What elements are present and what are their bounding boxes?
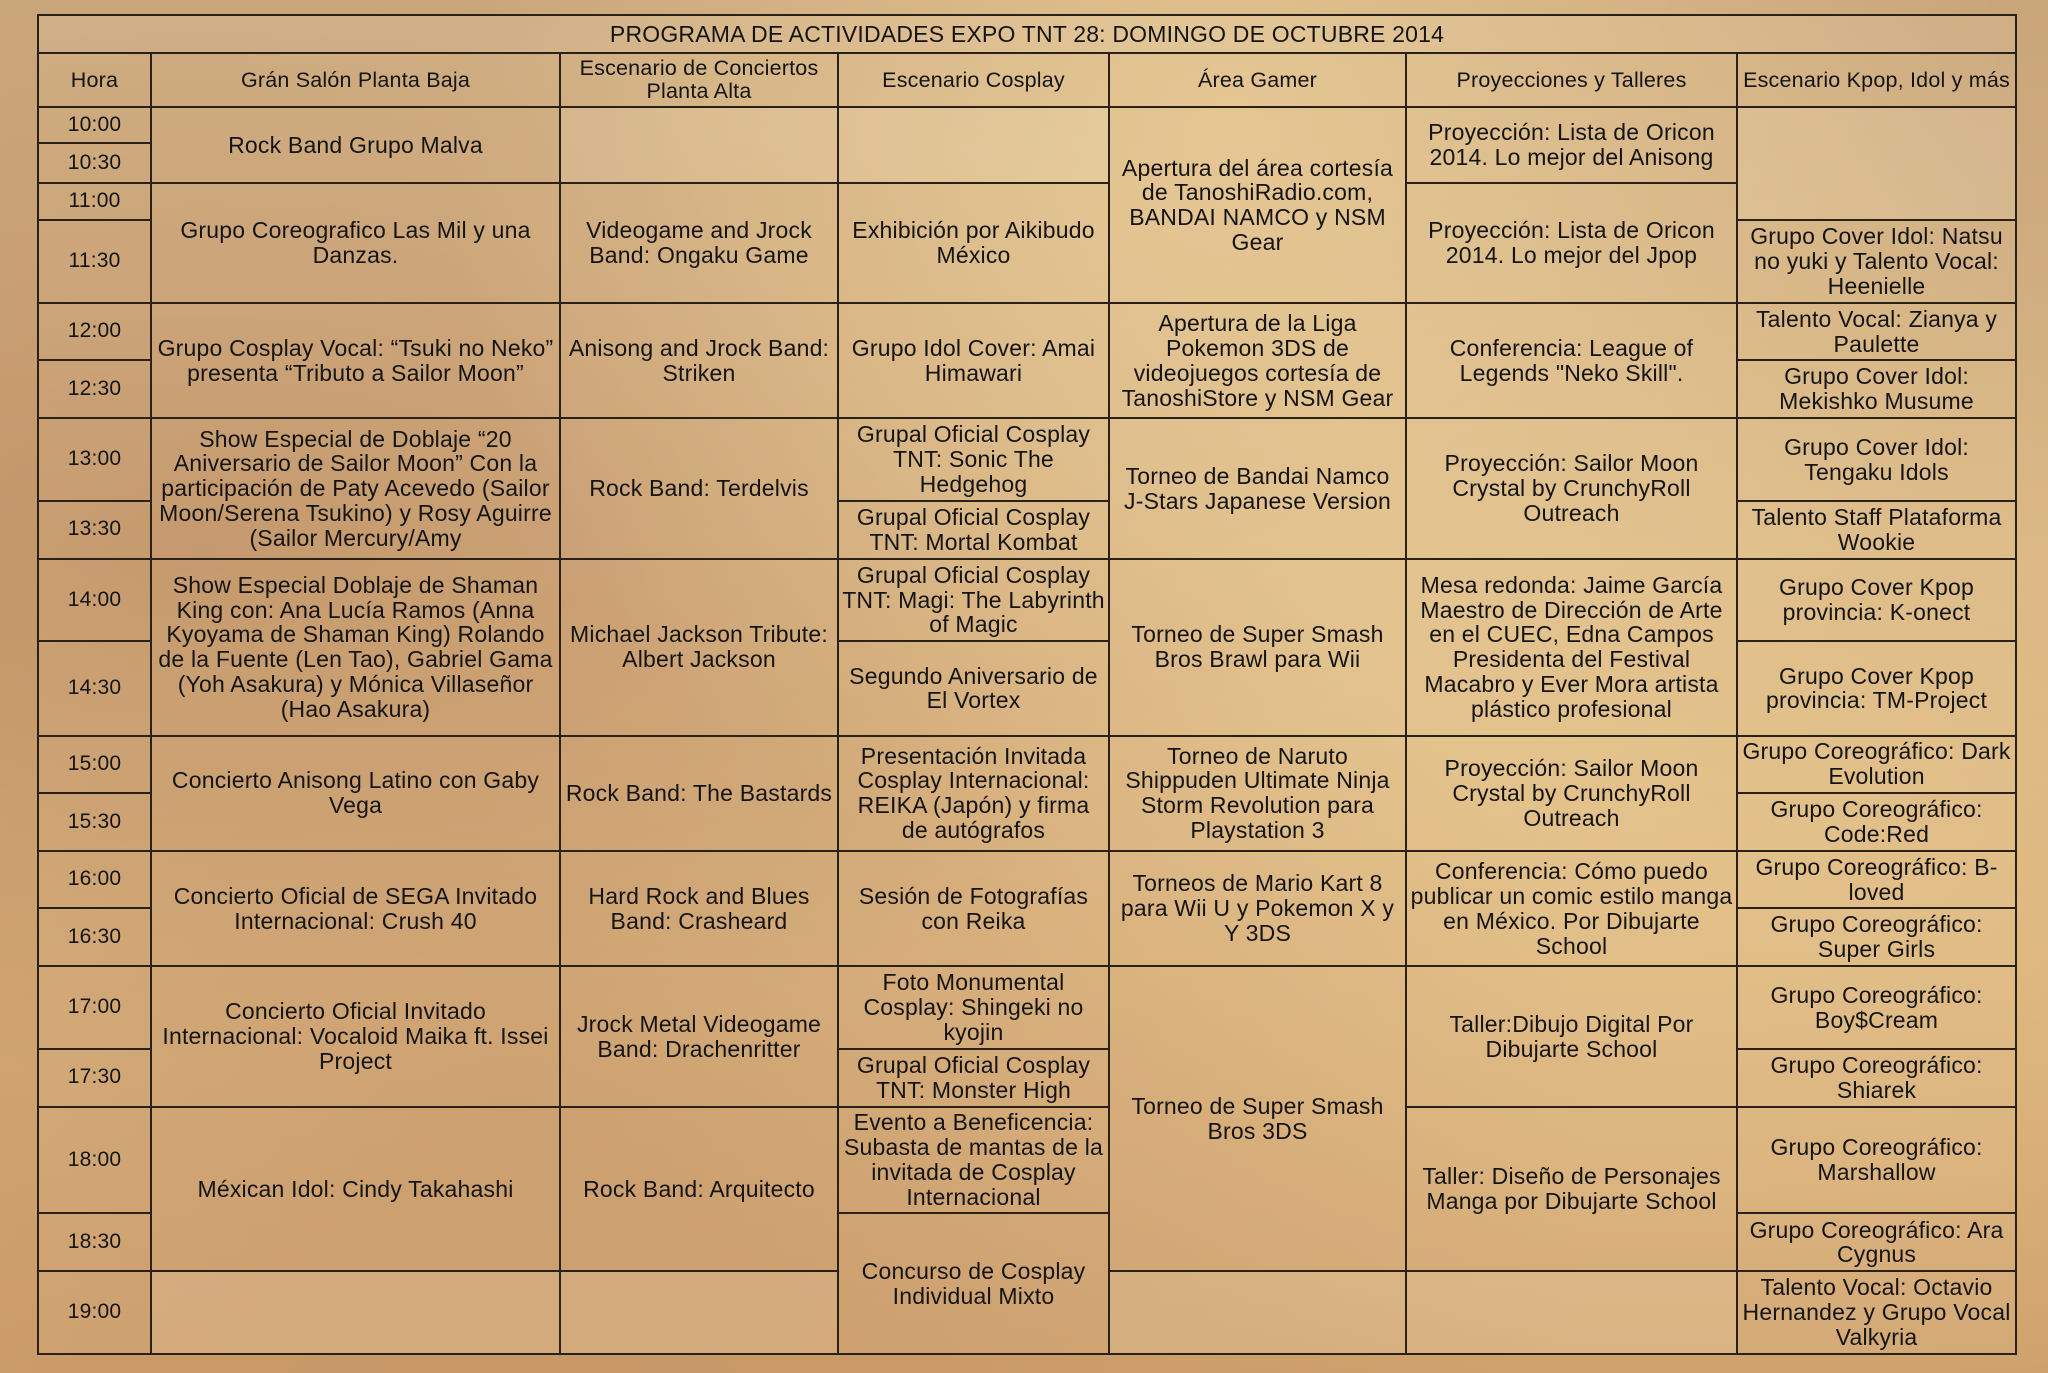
event-cell: Grupo Coreográfico: Ara Cygnus (1737, 1213, 2016, 1271)
event-cell: Foto Monumental Cosplay: Shingeki no kyojin (838, 966, 1109, 1048)
event-cell: Jrock Metal Videogame Band: Drachenritter (560, 966, 838, 1107)
event-cell: Evento a Beneficencia: Subasta de mantas de la invitada de Cosplay Internacional (838, 1107, 1109, 1213)
time-label: 12:00 (38, 303, 151, 360)
event-cell: Videogame and Jrock Band: Ongaku Game (560, 183, 838, 303)
event-cell: Torneos de Mario Kart 8 para Wii U y Pokemon X y Y 3DS (1109, 851, 1406, 966)
event-cell: Hard Rock and Blues Band: Crasheard (560, 851, 838, 966)
event-cell: Apertura de la Liga Pokemon 3DS de videojuegos cortesía de TanoshiStore y NSM Gear (1109, 303, 1406, 418)
event-cell: Grupal Oficial Cosplay TNT: Magi: The Labyrinth of Magic (838, 559, 1109, 641)
empty-cell (1109, 1271, 1406, 1354)
event-cell: Grupo Cover Idol: Mekishko Musume (1737, 360, 2016, 418)
event-cell: Michael Jackson Tribute: Albert Jackson (560, 559, 838, 736)
event-cell: Taller: Diseño de Personajes Manga por Dibujarte School (1406, 1107, 1737, 1272)
event-cell: Rock Band Grupo Malva (151, 107, 560, 182)
time-label: 15:00 (38, 736, 151, 793)
schedule-table (37, 14, 2017, 1355)
event-cell: Conferencia: Cómo puedo publicar un comic estilo manga en México. Por Dibujarte School (1406, 851, 1737, 966)
event-cell: Grupo Coreográfico: Boy$Cream (1737, 966, 2016, 1048)
schedule-title: PROGRAMA DE ACTIVIDADES EXPO TNT 28: DOMINGO DE OCTUBRE 2014 (38, 15, 2016, 53)
event-cell: Grupo Cover Kpop provincia: TM-Project (1737, 641, 2016, 735)
time-label: 10:00 (38, 107, 151, 143)
event-cell: Rock Band: The Bastards (560, 736, 838, 851)
event-cell: Concierto Anisong Latino con Gaby Vega (151, 736, 560, 851)
event-cell: Grupal Oficial Cosplay TNT: Sonic The Hedgehog (838, 418, 1109, 500)
event-cell: Show Especial de Doblaje “20 Aniversario de Sailor Moon” Con la participación de Paty Acevedo (Sailor Moon/Serena Tsukino) y Rosy Aguirre (Sailor Mercury/Amy (151, 418, 560, 559)
event-cell: Talento Vocal: Octavio Hernandez y Grupo Vocal Valkyria (1737, 1271, 2016, 1354)
event-cell: Concierto Oficial Invitado Internacional: Vocaloid Maika ft. Issei Project (151, 966, 560, 1107)
event-cell: Torneo de Super Smash Bros 3DS (1109, 966, 1406, 1271)
event-cell: Grupo Coreográfico: Code:Red (1737, 793, 2016, 851)
event-cell: Grupo Coreográfico: Super Girls (1737, 908, 2016, 966)
time-label: 17:00 (38, 966, 151, 1048)
time-label: 18:30 (38, 1213, 151, 1271)
event-cell: Grupo Coreográfico: Marshallow (1737, 1107, 2016, 1213)
column-header-cosplay: Escenario Cosplay (838, 53, 1109, 107)
event-cell: Presentación Invitada Cosplay Internacional: REIKA (Japón) y firma de autógrafos (838, 736, 1109, 851)
event-cell: Rock Band: Arquitecto (560, 1107, 838, 1272)
event-cell: Proyección: Sailor Moon Crystal by CrunchyRoll Outreach (1406, 418, 1737, 559)
column-header-hora: Hora (38, 53, 151, 107)
column-header-conciertos: Escenario de Conciertos Planta Alta (560, 53, 838, 107)
event-cell: Apertura del área cortesía de TanoshiRadio.com, BANDAI NAMCO y NSM Gear (1109, 107, 1406, 303)
time-label: 11:30 (38, 220, 151, 303)
event-cell: Concierto Oficial de SEGA Invitado Internacional: Crush 40 (151, 851, 560, 966)
column-header-proyecciones: Proyecciones y Talleres (1406, 53, 1737, 107)
event-cell: Segundo Aniversario de El Vortex (838, 641, 1109, 735)
time-label: 16:30 (38, 908, 151, 966)
event-cell: Méxican Idol: Cindy Takahashi (151, 1107, 560, 1272)
empty-cell (838, 107, 1109, 182)
column-header-gamer: Área Gamer (1109, 53, 1406, 107)
event-cell: Grupal Oficial Cosplay TNT: Mortal Kombat (838, 501, 1109, 559)
empty-cell (1406, 1271, 1737, 1354)
time-label: 18:00 (38, 1107, 151, 1213)
event-cell: Grupo Idol Cover: Amai Himawari (838, 303, 1109, 418)
event-cell: Grupo Coreográfico: Dark Evolution (1737, 736, 2016, 793)
time-label: 16:00 (38, 851, 151, 908)
event-cell: Show Especial Doblaje de Shaman King con: Ana Lucía Ramos (Anna Kyoyama de Shaman King) Rolando de la Fuente (Len Tao), Gabriel Gama (Yoh Asakura) y Mónica Villaseñor (Hao Asakura) (151, 559, 560, 736)
event-cell: Torneo de Bandai Namco J-Stars Japanese Version (1109, 418, 1406, 559)
event-cell: Grupo Coreográfico: B-loved (1737, 851, 2016, 908)
empty-cell (1737, 107, 2016, 219)
event-cell: Torneo de Naruto Shippuden Ultimate Ninja Storm Revolution para Playstation 3 (1109, 736, 1406, 851)
event-cell: Proyección: Sailor Moon Crystal by CrunchyRoll Outreach (1406, 736, 1737, 851)
event-cell: Talento Vocal: Zianya y Paulette (1737, 303, 2016, 360)
event-cell: Grupo Cover Kpop provincia: K-onect (1737, 559, 2016, 641)
time-label: 10:30 (38, 143, 151, 182)
event-cell: Grupal Oficial Cosplay TNT: Monster High (838, 1049, 1109, 1107)
time-label: 15:30 (38, 793, 151, 851)
event-cell: Concurso de Cosplay Individual Mixto (838, 1213, 1109, 1354)
event-cell: Grupo Cosplay Vocal: “Tsuki no Neko” presenta “Tributo a Sailor Moon” (151, 303, 560, 418)
event-cell: Grupo Cover Idol: Tengaku Idols (1737, 418, 2016, 500)
event-cell: Rock Band: Terdelvis (560, 418, 838, 559)
time-label: 17:30 (38, 1049, 151, 1107)
empty-cell (151, 1271, 560, 1354)
event-cell: Taller:Dibujo Digital Por Dibujarte School (1406, 966, 1737, 1107)
event-cell: Mesa redonda: Jaime García Maestro de Dirección de Arte en el CUEC, Edna Campos Presidenta del Festival Macabro y Ever Mora artista plástico profesional (1406, 559, 1737, 736)
column-header-kpop: Escenario Kpop, Idol y más (1737, 53, 2016, 107)
event-cell: Proyección: Lista de Oricon 2014. Lo mejor del Jpop (1406, 183, 1737, 303)
event-cell: Torneo de Super Smash Bros Brawl para Wii (1109, 559, 1406, 736)
event-cell: Grupo Coreografico Las Mil y una Danzas. (151, 183, 560, 303)
empty-cell (560, 1271, 838, 1354)
time-label: 19:00 (38, 1271, 151, 1354)
event-cell: Anisong and Jrock Band: Striken (560, 303, 838, 418)
column-header-gran-salon: Grán Salón Planta Baja (151, 53, 560, 107)
time-label: 12:30 (38, 360, 151, 418)
event-cell: Conferencia: League of Legends "Neko Skill". (1406, 303, 1737, 418)
event-cell: Talento Staff Plataforma Wookie (1737, 501, 2016, 559)
event-cell: Grupo Cover Idol: Natsu no yuki y Talento Vocal: Heenielle (1737, 220, 2016, 303)
event-cell: Proyección: Lista de Oricon 2014. Lo mejor del Anisong (1406, 107, 1737, 182)
event-cell: Sesión de Fotografías con Reika (838, 851, 1109, 966)
time-label: 13:00 (38, 418, 151, 500)
event-cell: Exhibición por Aikibudo México (838, 183, 1109, 303)
time-label: 14:30 (38, 641, 151, 735)
time-label: 13:30 (38, 501, 151, 559)
event-cell: Grupo Coreográfico: Shiarek (1737, 1049, 2016, 1107)
time-label: 11:00 (38, 183, 151, 220)
empty-cell (560, 107, 838, 182)
time-label: 14:00 (38, 559, 151, 641)
